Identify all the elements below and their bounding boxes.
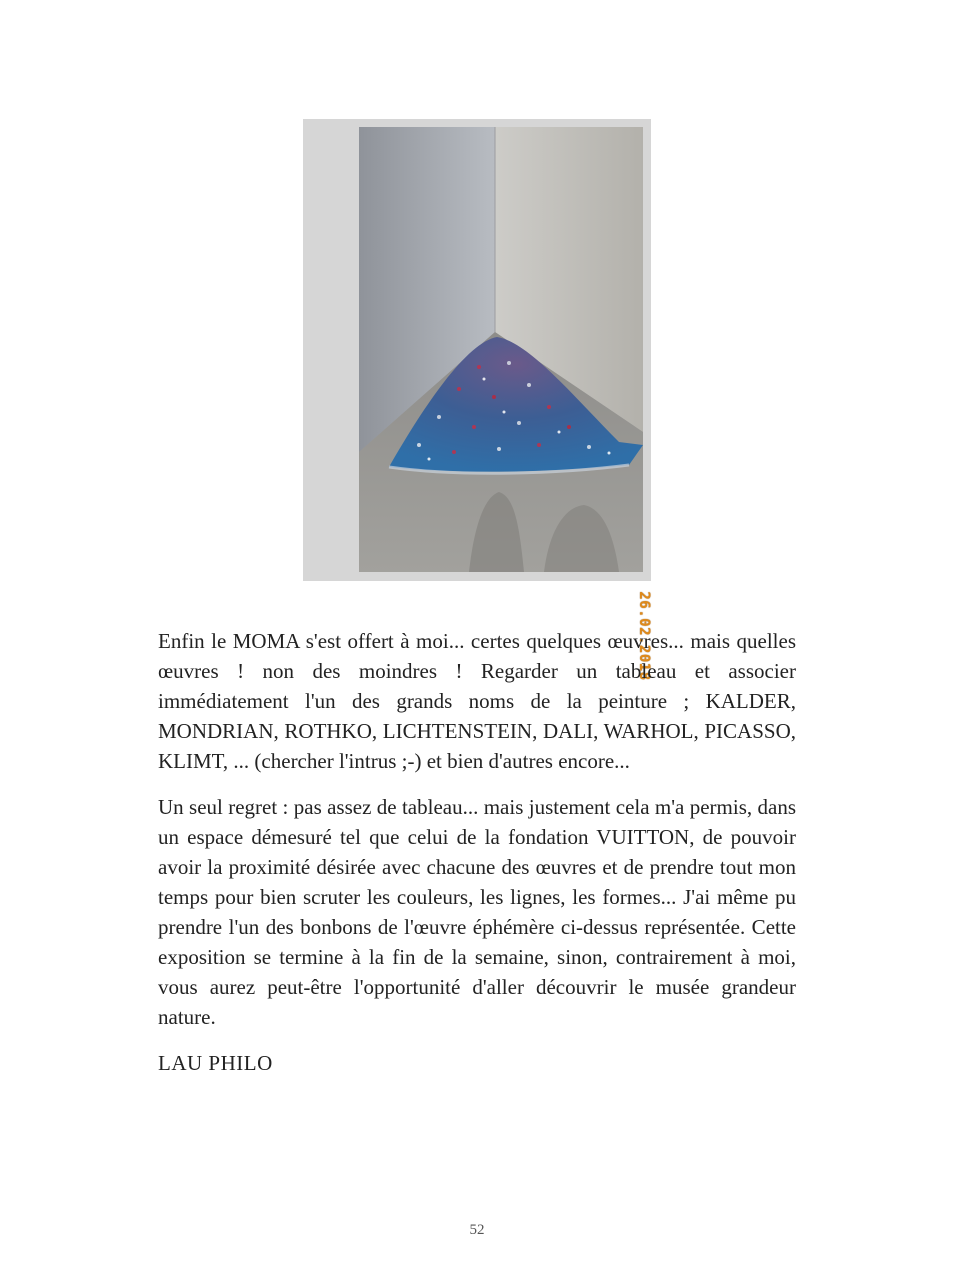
photo-date-stamp: 26.02.2018	[636, 591, 652, 681]
page-number: 52	[469, 1222, 485, 1238]
author-signature: LAU PHILO	[158, 1051, 273, 1075]
paragraph-1: Enfin le MOMA s'est offert à moi... certes quelques œuvres... mais quelles œuvres ! non des moindres ! Regarder un tableau et associer immédiatement l'un des grands noms de la peinture ; KALDER, MONDRIAN, ROTHKO, LICHTENSTEIN, DALI, WARHOL, PICASSO, KLIMT, ... (chercher l'intrus ;-) et bien d'autres encore...	[158, 629, 796, 773]
paragraph-2: Un seul regret : pas assez de tableau... mais justement cela m'a permis, dans un espace démesuré tel que celui de la fondation VUITTON, de pouvoir avoir la proximité désirée avec chacune des œuvres et de prendre tout mon temps pour bien scruter les couleurs, les lignes, les formes... J'ai même pu prendre l'un des bonbons de l'œuvre éphémère ci-dessus représentée. Cette exposition se termine à la fin de la semaine, sinon, contrairement à moi, vous aurez peut-être l'opportunité d'aller découvrir le musée grandeur nature.	[158, 795, 796, 1029]
article-body	[158, 626, 796, 1078]
candy-pile-photo	[359, 127, 643, 572]
photo-frame	[303, 119, 652, 681]
